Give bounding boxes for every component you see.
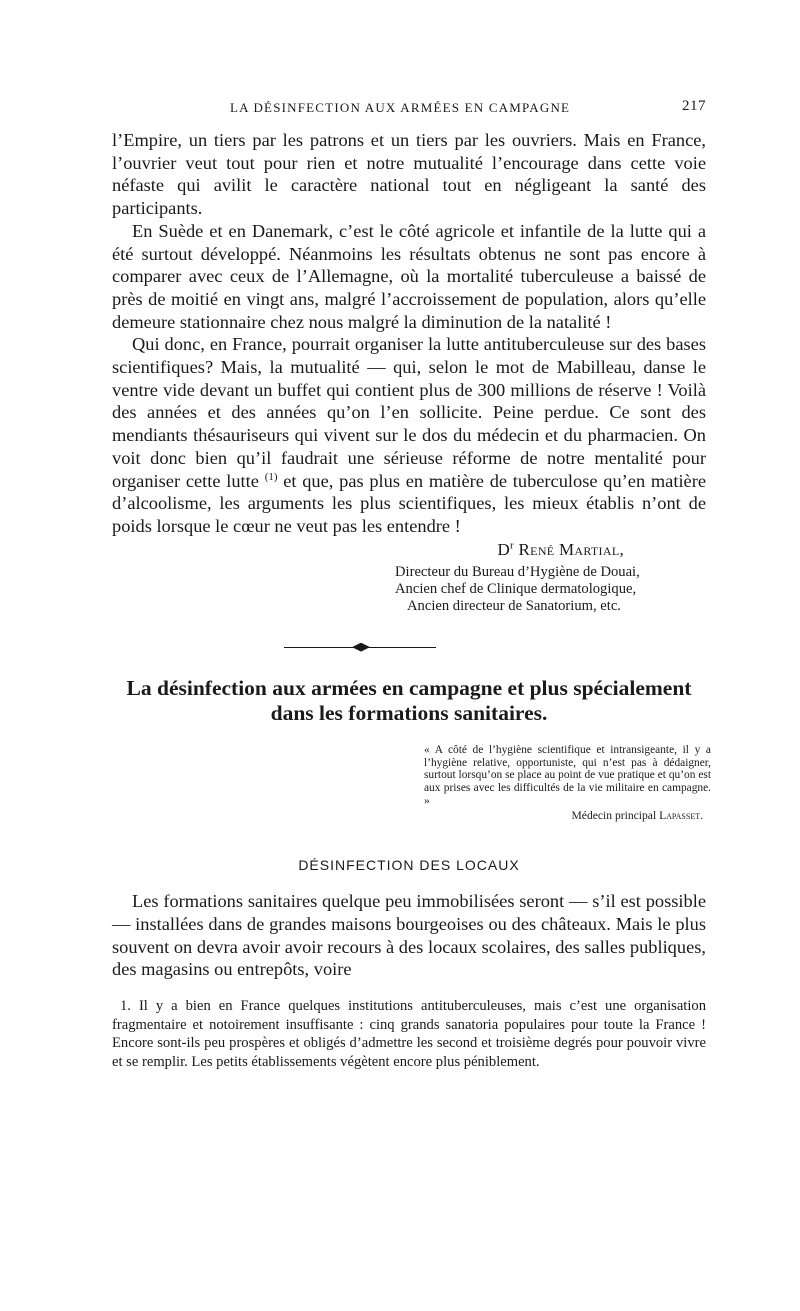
footnote-reference: (1) [264, 470, 278, 483]
paragraph-suede: En Suède et en Danemark, c’est le côté agricole et infantile de la lutte qui a été surtout développé. Néanmoins les résultats obtenus ne sont pas encore à comparer avec ceux de l’Allemagne, où la mortalité tuberculeuse a baissé de près de moitié en vingt ans, malgré l’accroissement de population, alors qu’elle demeure stationnaire chez nous malgré la diminution de la natalité ! [112, 220, 706, 332]
document-page [112, 98, 711, 1072]
affiliation-line-1: Directeur du Bureau d’Hygiène de Douai, [395, 563, 640, 580]
footnote-text: 1. Il y a bien en France quelques institutions antituberculeuses, mais c’est une organisation fragmentaire et notoirement insuffisante : cinq grands sanatoria populaires pour toute la France ! Encore sont-ils peu prospères et obligés d’admettre les second et troisième degrés pour pouvoir vivre et se remplir. Les petits établissements végètent encore plus péniblement. [112, 997, 706, 1071]
page-number: 217 [682, 98, 706, 114]
epigraph-quote: « A côté de l’hygiène scientifique et intransigeante, il y a l’hygiène relative, opportuniste, qui n’est pas à dédaigner, surtout lorsqu’on se place au point de vue pratique et qu’on est aux prises avec les difficultés de la vie militaire en campagne. » [424, 743, 711, 808]
author-signature [112, 540, 706, 560]
separator-diamond-icon [352, 643, 370, 652]
paragraph-qui-donc [112, 333, 706, 537]
article-title-line-1: La désinfection aux armées en campagne et plus spécialement [126, 675, 692, 700]
section-heading: DÉSINFECTION DES LOCAUX [298, 857, 520, 874]
affiliation-line-2: Ancien chef de Clinique dermatologique, [395, 580, 637, 597]
epigraph-attribution-prefix: Médecin principal [571, 809, 660, 823]
article-title [112, 676, 706, 726]
epigraph-attribution-name: Lapasset. [659, 809, 703, 823]
paragraph-empire: l’Empire, un tiers par les patrons et un tiers par les ouvriers. Mais en France, l’ouvrier veut tout pour rien et notre mutualité l’encourage dans cette voie néfaste qui avilit le caractère national tout en négligeant la santé des participants. [112, 130, 706, 219]
footnote [112, 997, 706, 1072]
continued-article-text [112, 120, 706, 538]
epigraph [424, 744, 711, 823]
author-name: René Martial, [518, 539, 624, 559]
section-paragraph: Les formations sanitaires quelque peu immobilisées seront — s’il est possible — installées dans de grandes maisons bourgeoises ou des châteaux. Mais le plus souvent on devra avoir avoir recours à des locaux scolaires, des salles publiques, des magasins ou entrepôts, voire [112, 891, 706, 980]
affiliation-line-3: Ancien directeur de Sanatorium, etc. [407, 597, 621, 614]
epigraph-attribution [424, 810, 711, 823]
author-title-sup: r [510, 539, 514, 551]
author-affiliations [395, 564, 706, 615]
article-title-line-2: dans les formations sanitaires. [270, 700, 548, 725]
running-head [112, 98, 706, 120]
paragraph-qui-donc-end: et que, pas plus en matière de tuberculose qu’en matière d’alcoolisme, les arguments les plus scientifiques, les mieux établis n’ont de poids lorsque le cœur ne veut pas les entendre ! [112, 470, 707, 536]
author-title: D [497, 539, 511, 559]
ornamental-separator [112, 640, 706, 656]
running-head-title: LA DÉSINFECTION AUX ARMÉES EN CAMPAGNE [230, 100, 571, 115]
paragraph-qui-donc-start: Qui donc, en France, pourrait organiser la lutte antituberculeuse sur des bases scientifiques? Mais, la mutualité — qui, selon le mot de Mabilleau, danse le ventre vide devant un buffet qui contient plus de 300 millions de réserve ! Voilà des années et des années qu’on l’en sollicite. Peine perdue. Ce sont des mendiants thésauriseurs qui vivent sur le dos du médecin et du pharmacien. On voit donc bien qu’il faudrait une sérieuse réforme de notre mentalité pour organiser cette lutte [112, 334, 706, 491]
